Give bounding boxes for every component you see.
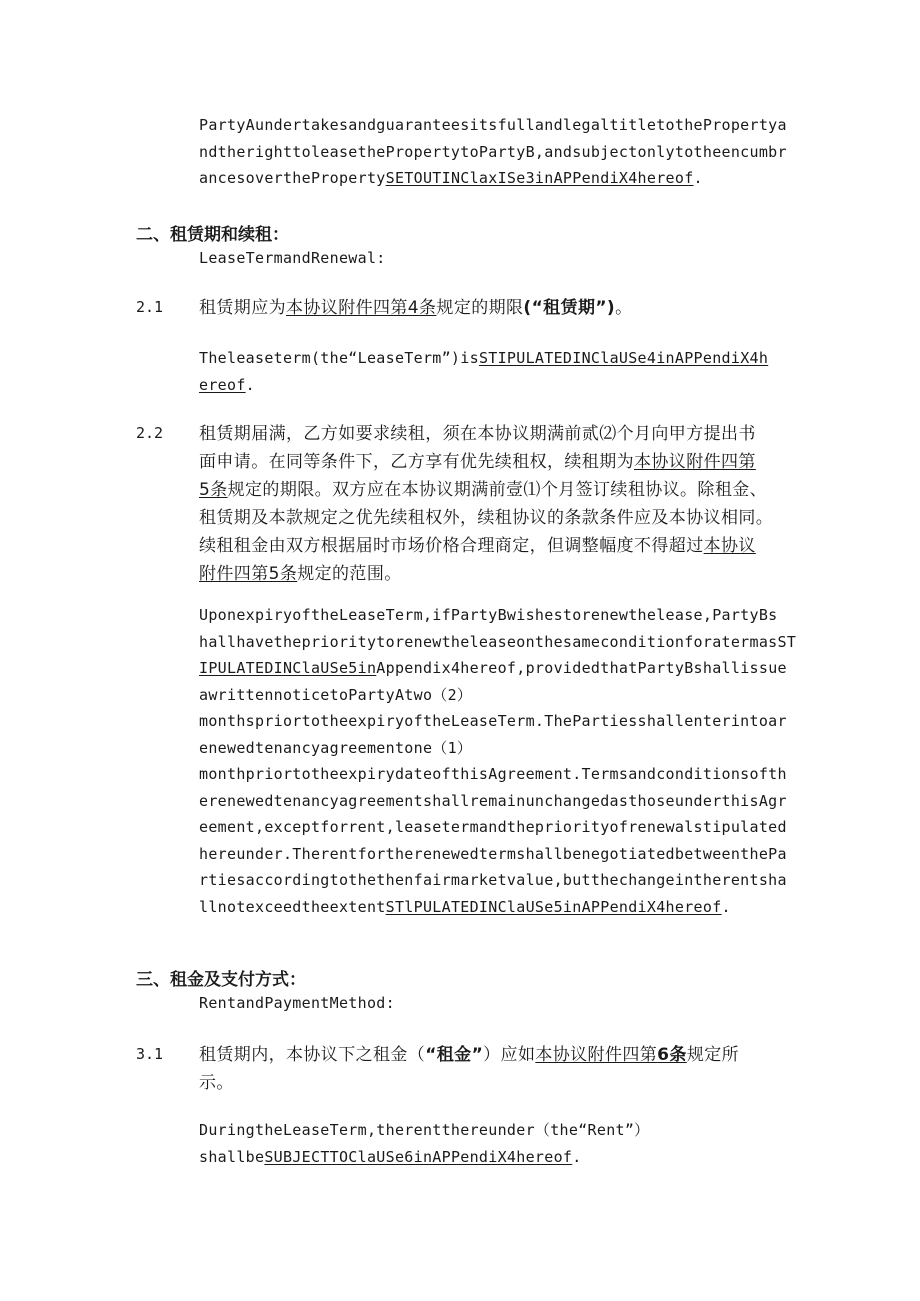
clause-3-1-en-reference: SUBJECTTOClaUSe6inAPPendiX4hereof (264, 1147, 573, 1166)
intro-paragraph (199, 112, 789, 192)
clause-2-1-number: 2.1 (136, 298, 164, 316)
clause-2-1-zh-reference: 本协议附件四第4条 (286, 298, 437, 318)
clause-3-1-number: 3.1 (136, 1045, 164, 1063)
intro-line-2: ndtherighttoleasethePropertytoPartyB,andsubjectonlytotheencumbr (199, 142, 787, 161)
section-3-heading-en: RentandPaymentMethod: (199, 994, 395, 1012)
clause-2-2-number: 2.2 (136, 424, 164, 442)
clause-2-2-en: UponexpiryoftheLeaseTerm,ifPartyBwishestorenewthelease,PartyBs hallhavetheprioritytorenewtheleaseonthesameconditionforatermasST IPULATEDINClaUSe5inAppendix4hereof,providedthatPartyBshallissue awrittennoticetoPartyAtwo（2） monthspriortotheexpiryoftheLeaseTerm.ThePartiesshallenterintoar enewedtenancyagreementone（1） monthpriortotheexpirydateofthisAgreement.Termsandconditionsofth erenewedtenancyagreementshallremainunchangedasthoseunderthisAgr eement,exceptforrent,leasetermandthepriorityofrenewalstipulated hereunder.TherentfortherenewedtermshallbenegotiatedbetweenthePa rtiesaccordingtothethenfairmarketvalue,butthechangeintherentsha llnotexceedtheextentSTlPULATEDINClaUSe5inAPPendiX4hereof. (199, 606, 797, 916)
clause-2-1-zh: 租赁期应为本协议附件四第4条规定的期限(“租赁期”)。 (199, 298, 633, 318)
section-2-heading: 二、租赁期和续租： (136, 225, 289, 245)
section-2-heading-en: LeaseTermandRenewal: (199, 249, 386, 267)
clause-3-1-en: DuringtheLeaseTerm,therentthereunder（the“Rent”） shallbeSUBJECTTOClaUSe6inAPPendiX4hereof. (199, 1121, 650, 1166)
clause-2-1-en-reference: STIPULATEDINClaUSe4inAPPendiX4h (478, 349, 769, 367)
clause-2-2-zh: 租赁期届满，乙方如要求续租，须在本协议期满前贰⑵个月向甲方提出书 面申请。在同等条件下，乙方享有优先续租权，续租期为本协议附件四第 5条规定的期限。双方应在本协议期满前壹⑴个月签订续租协议。除租金、 租赁期及本款规定之优先续租权外，续租协议的条款条件应及本协议相同。 续租租金由双方根据届时市场价格合理商定，但调整幅度不得超过本协议 附件四第5条规定的范围。 (199, 424, 774, 584)
clause-2-2-en-reference-2: STlPULATEDINClaUSe5inAPPendiX4hereof (385, 897, 722, 916)
clause-2-1-en: Theleaseterm(the“LeaseTerm”)isSTIPULATEDINClaUSe4inAPPendiX4h ereof. (199, 349, 769, 394)
section-3-heading: 三、租金及支付方式： (136, 970, 306, 990)
clause-2-2-en-reference-1: IPULATEDINClaUSe5in (199, 659, 377, 677)
intro-line-1: PartyAundertakesandguaranteesitsfullandlegaltitletothePropertya (199, 116, 787, 134)
intro-line-3: ancesoverthePropertySETOUTINClaxISe3inAPPendiX4hereof. (199, 169, 703, 187)
clause-3-1-zh: 租赁期内，本协议下之租金（“租金”）应如本协议附件四第6条规定所 示。 (199, 1045, 740, 1093)
intro-reference: SETOUTINClaxISe3inAPPendiX4hereof (385, 169, 694, 187)
clause-3-1-zh-reference: 本协议附件四第6条 (535, 1045, 687, 1065)
